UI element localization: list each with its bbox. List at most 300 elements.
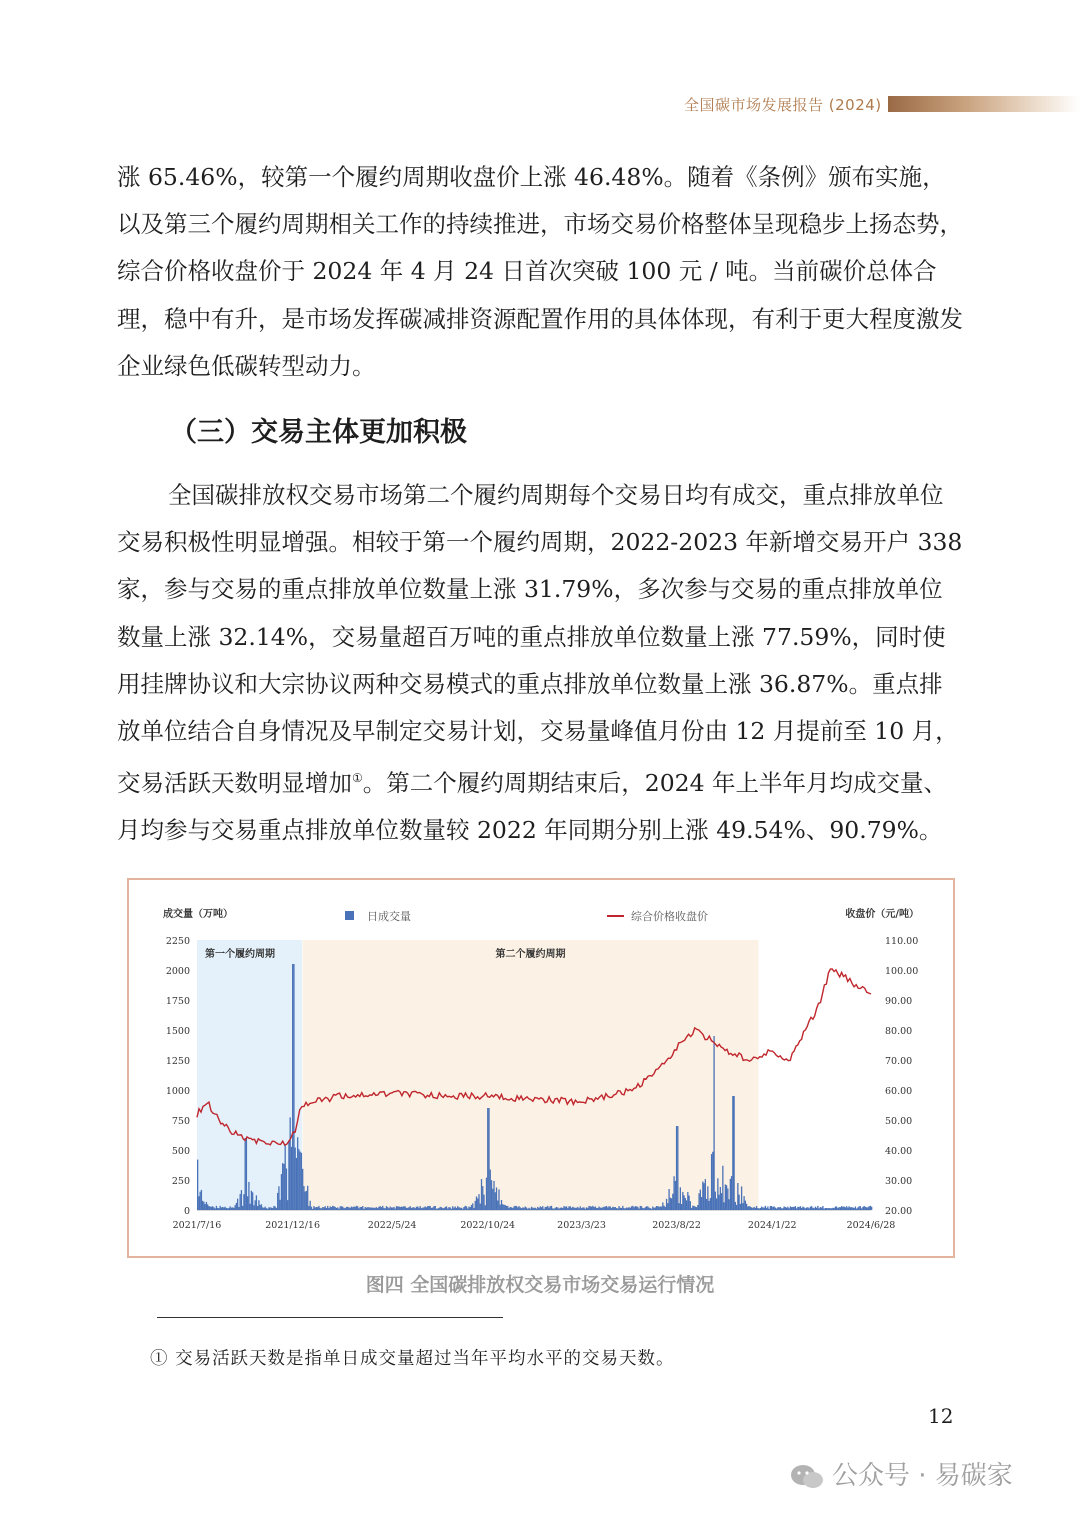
volume-bar <box>256 1195 257 1210</box>
volume-bar <box>461 1208 462 1210</box>
y-left-tick: 0 <box>183 1206 190 1217</box>
volume-bar <box>206 1202 207 1210</box>
volume-bar <box>761 1207 762 1210</box>
volume-bar <box>361 1207 362 1210</box>
volume-bar <box>403 1206 404 1210</box>
volume-bar <box>367 1207 368 1210</box>
volume-bar <box>802 1207 803 1210</box>
volume-bar <box>785 1207 786 1210</box>
volume-bar <box>290 1117 291 1210</box>
volume-bar <box>825 1208 826 1210</box>
volume-bar <box>745 1201 746 1210</box>
volume-bar <box>637 1207 638 1210</box>
volume-bar <box>750 1207 751 1210</box>
volume-bar <box>288 1140 289 1210</box>
chart-frame <box>127 878 955 1258</box>
period-band-2 <box>303 940 759 1210</box>
volume-bar <box>417 1206 418 1210</box>
volume-bar <box>793 1207 794 1210</box>
section-heading: （三）交易主体更加积极 <box>170 417 467 448</box>
volume-bar <box>236 1203 237 1210</box>
volume-bar <box>396 1206 397 1210</box>
volume-bar <box>557 1207 558 1210</box>
volume-bar <box>490 1170 491 1210</box>
volume-bar <box>505 1205 506 1210</box>
volume-bar <box>643 1208 644 1210</box>
y-left-tick: 2000 <box>165 966 190 977</box>
volume-bar <box>278 1186 279 1210</box>
volume-bar <box>612 1207 613 1210</box>
volume-bar <box>661 1206 662 1210</box>
volume-bar <box>547 1206 548 1210</box>
volume-bar <box>340 1206 341 1210</box>
volume-bar <box>273 1206 274 1210</box>
volume-bar <box>431 1208 432 1210</box>
volume-bar <box>685 1198 686 1210</box>
volume-bar <box>721 1193 722 1210</box>
y-left-tick: 1250 <box>165 1056 190 1067</box>
volume-bar <box>212 1206 213 1210</box>
volume-bar <box>696 1207 697 1210</box>
volume-bar <box>321 1208 322 1210</box>
volume-bar <box>542 1206 543 1210</box>
volume-bar <box>362 1206 363 1210</box>
y-right-tick: 100.00 <box>885 966 919 977</box>
volume-bar <box>421 1208 422 1210</box>
volume-bar <box>708 1201 709 1210</box>
volume-bar <box>615 1207 616 1210</box>
volume-bar <box>491 1180 492 1210</box>
y-left-tick: 2250 <box>165 936 190 947</box>
volume-bar <box>416 1207 417 1210</box>
volume-bar <box>517 1207 518 1210</box>
volume-bar <box>718 1195 719 1210</box>
volume-bar <box>677 1126 678 1210</box>
volume-bar <box>541 1207 542 1210</box>
volume-bar <box>410 1206 411 1210</box>
volume-bar <box>246 1138 247 1210</box>
volume-bar <box>388 1208 389 1210</box>
volume-bar <box>555 1208 556 1210</box>
volume-bar <box>348 1207 349 1210</box>
volume-bar <box>432 1208 433 1210</box>
volume-bar <box>257 1206 258 1210</box>
volume-bar <box>586 1207 587 1210</box>
volume-bar <box>592 1206 593 1210</box>
volume-bar <box>335 1207 336 1210</box>
volume-bar <box>303 1186 304 1210</box>
volume-bar <box>385 1208 386 1210</box>
volume-bar <box>248 1182 249 1210</box>
volume-bar <box>503 1205 504 1210</box>
volume-bar <box>300 1152 301 1210</box>
volume-bar <box>788 1208 789 1210</box>
volume-bar <box>270 1207 271 1210</box>
volume-bar <box>301 1153 302 1210</box>
volume-bar <box>380 1206 381 1210</box>
volume-bar <box>528 1208 529 1210</box>
volume-bar <box>580 1206 581 1210</box>
volume-bar <box>537 1207 538 1210</box>
volume-bar <box>210 1207 211 1210</box>
volume-bar <box>627 1208 628 1210</box>
volume-bar <box>740 1204 741 1210</box>
volume-bar <box>808 1208 809 1210</box>
volume-bar <box>223 1207 224 1210</box>
volume-bar <box>272 1208 273 1210</box>
volume-bar <box>855 1207 856 1210</box>
volume-bar <box>466 1206 467 1210</box>
volume-bar <box>690 1201 691 1210</box>
volume-bar <box>556 1207 557 1210</box>
volume-bar <box>478 1194 479 1210</box>
volume-bar <box>332 1206 333 1210</box>
volume-bar <box>602 1207 603 1210</box>
volume-bar <box>725 1184 726 1210</box>
volume-bar <box>628 1207 629 1210</box>
volume-bar <box>711 1154 712 1210</box>
volume-bar <box>488 1108 489 1210</box>
volume-bar <box>275 1207 276 1210</box>
y-right-label: 收盘价（元/吨） <box>845 909 919 920</box>
volume-bar <box>287 1200 288 1210</box>
volume-bar <box>238 1207 239 1210</box>
volume-bar <box>487 1108 488 1210</box>
volume-bar <box>476 1196 477 1210</box>
volume-bar <box>611 1208 612 1210</box>
volume-bar <box>458 1207 459 1210</box>
volume-bar <box>460 1208 461 1210</box>
y-left-tick: 1500 <box>165 1026 190 1037</box>
volume-bar <box>843 1206 844 1210</box>
volume-bar <box>858 1206 859 1210</box>
header-decor-bar <box>888 96 1080 112</box>
volume-bar <box>565 1207 566 1210</box>
volume-bar <box>438 1208 439 1210</box>
volume-bar <box>838 1207 839 1210</box>
volume-bar <box>506 1206 507 1210</box>
volume-bar <box>600 1208 601 1210</box>
volume-bar <box>717 1178 718 1210</box>
volume-bar <box>860 1206 861 1210</box>
volume-bar <box>320 1208 321 1210</box>
volume-bar <box>262 1207 263 1210</box>
volume-bar <box>572 1207 573 1210</box>
volume-bar <box>832 1208 833 1210</box>
volume-bar <box>650 1208 651 1210</box>
volume-bar <box>645 1207 646 1210</box>
volume-bar <box>755 1208 756 1210</box>
volume-bar <box>697 1205 698 1210</box>
volume-bar <box>201 1190 202 1210</box>
volume-bar <box>493 1181 494 1210</box>
volume-bar <box>775 1208 776 1210</box>
footnote: ① 交易活跃天数是指单日成交量超过当年平均水平的交易天数。 <box>150 1349 675 1369</box>
volume-bar <box>756 1206 757 1210</box>
volume-bar <box>427 1206 428 1210</box>
volume-bar <box>216 1206 217 1210</box>
volume-bar <box>833 1208 834 1210</box>
volume-bar <box>283 1164 284 1210</box>
volume-bar <box>671 1198 672 1210</box>
volume-bar <box>715 1192 716 1210</box>
volume-bar <box>483 1195 484 1210</box>
volume-bar <box>773 1206 774 1210</box>
volume-bar <box>266 1208 267 1210</box>
volume-bar <box>232 1207 233 1210</box>
volume-bar <box>511 1207 512 1210</box>
volume-bar <box>271 1208 272 1210</box>
volume-bar <box>497 1200 498 1210</box>
volume-bar <box>728 1199 729 1210</box>
y-right-tick: 40.00 <box>885 1146 913 1157</box>
volume-bar <box>306 1191 307 1210</box>
volume-bar <box>758 1208 759 1210</box>
paragraph-2 <box>117 472 963 854</box>
volume-bar <box>822 1206 823 1210</box>
volume-bar <box>630 1208 631 1210</box>
volume-bar <box>462 1209 463 1210</box>
volume-bar <box>811 1206 812 1210</box>
volume-bar <box>662 1202 663 1210</box>
volume-bar <box>372 1208 373 1210</box>
volume-bar <box>330 1206 331 1210</box>
x-tick: 2022/5/24 <box>367 1220 417 1231</box>
volume-bar <box>312 1209 313 1210</box>
volume-bar <box>653 1208 654 1210</box>
volume-bar <box>845 1207 846 1210</box>
volume-bar <box>317 1207 318 1210</box>
volume-bar <box>595 1206 596 1210</box>
volume-bar <box>373 1208 374 1210</box>
volume-bar <box>538 1208 539 1210</box>
volume-bar <box>656 1206 657 1210</box>
volume-bar <box>857 1207 858 1210</box>
volume-bar <box>258 1200 259 1210</box>
volume-bar <box>687 1192 688 1210</box>
volume-bar <box>867 1207 868 1210</box>
volume-bar <box>525 1206 526 1210</box>
volume-bar <box>598 1206 599 1210</box>
volume-bar <box>742 1203 743 1210</box>
volume-bar <box>826 1208 827 1210</box>
volume-bar <box>593 1207 594 1210</box>
volume-bar <box>350 1208 351 1210</box>
volume-bar <box>563 1206 564 1210</box>
volume-bar <box>731 1176 732 1210</box>
volume-bar <box>471 1205 472 1210</box>
volume-bar <box>663 1206 664 1210</box>
volume-bar <box>817 1206 818 1210</box>
volume-bar <box>676 1126 677 1210</box>
volume-bar <box>700 1190 701 1210</box>
volume-bar <box>841 1206 842 1210</box>
volume-bar <box>412 1207 413 1210</box>
volume-bar <box>792 1207 793 1210</box>
volume-bar <box>383 1208 384 1210</box>
volume-bar <box>570 1206 571 1210</box>
volume-bar <box>227 1208 228 1210</box>
volume-bar <box>406 1208 407 1210</box>
volume-bar <box>722 1166 723 1210</box>
volume-bar <box>387 1207 388 1210</box>
volume-bar <box>482 1186 483 1210</box>
volume-bar <box>861 1208 862 1210</box>
volume-bar <box>606 1206 607 1210</box>
volume-bar <box>378 1207 379 1210</box>
volume-bar <box>371 1208 372 1210</box>
volume-bar <box>456 1208 457 1210</box>
volume-bar <box>713 1036 714 1210</box>
y-left-tick: 1750 <box>165 996 190 1007</box>
volume-bar <box>703 1183 704 1210</box>
volume-bar <box>218 1208 219 1210</box>
volume-bar <box>353 1207 354 1210</box>
volume-bar <box>777 1207 778 1210</box>
volume-bar <box>418 1208 419 1210</box>
paragraph-2-part-a: 全国碳排放权交易市场第二个履约周期每个交易日均有成交，重点排放单位交易积极性明显增强。相较于第一个履约周期，2022-2023 年新增交易开户 338 家，参与交易的重点排放单位数量上涨 31.79%，多次参与交易的重点排放单位数量上涨 32.14%，交易量超百万吨的重点排放单位数量上涨 77.59%，同时使用挂牌协议和大宗协议两种交易模式的重点排放单位数量上涨 36.87%。重点排放单位结合自身情况及早制定交易计划，交易量峰值月份由 12 月提前至 10 月，交易活跃天数明显增加 <box>117 481 963 798</box>
volume-bar <box>355 1207 356 1210</box>
volume-bar <box>527 1209 528 1210</box>
volume-bar <box>577 1207 578 1210</box>
volume-bar <box>397 1206 398 1210</box>
volume-bar <box>327 1206 328 1210</box>
volume-bar <box>381 1207 382 1210</box>
volume-bar <box>540 1206 541 1210</box>
volume-bar <box>862 1207 863 1210</box>
volume-bar <box>587 1208 588 1210</box>
volume-bar <box>337 1207 338 1210</box>
volume-bar <box>863 1206 864 1210</box>
x-tick: 2023/3/23 <box>557 1220 606 1231</box>
volume-bar <box>573 1207 574 1210</box>
volume-bar <box>601 1208 602 1210</box>
volume-bar <box>695 1207 696 1210</box>
volume-bar <box>413 1207 414 1210</box>
volume-bar <box>315 1207 316 1210</box>
volume-bar <box>333 1206 334 1210</box>
volume-bar <box>202 1201 203 1210</box>
volume-bar <box>533 1208 534 1210</box>
volume-bar <box>672 1194 673 1210</box>
y-left-tick: 250 <box>171 1176 190 1187</box>
volume-bar <box>375 1208 376 1210</box>
volume-bar <box>830 1208 831 1210</box>
volume-bar <box>597 1208 598 1210</box>
volume-bar <box>635 1206 636 1210</box>
volume-bar <box>515 1206 516 1210</box>
volume-bar <box>523 1208 524 1210</box>
volume-bar <box>868 1206 869 1210</box>
volume-bar <box>626 1208 627 1210</box>
volume-bar <box>535 1208 536 1210</box>
volume-bar <box>801 1208 802 1210</box>
volume-bar <box>336 1208 337 1210</box>
volume-bar <box>507 1206 508 1210</box>
volume-bar <box>710 1198 711 1210</box>
volume-bar <box>848 1206 849 1210</box>
legend-volume-label: 日成交量 <box>367 910 411 923</box>
volume-bar <box>297 1137 298 1210</box>
volume-bar <box>217 1208 218 1210</box>
volume-bar <box>447 1208 448 1210</box>
volume-bar <box>420 1206 421 1210</box>
volume-bar <box>377 1208 378 1210</box>
volume-bar <box>445 1207 446 1210</box>
volume-bar <box>242 1206 243 1210</box>
volume-bar <box>368 1207 369 1210</box>
volume-bar <box>268 1207 269 1210</box>
volume-bar <box>363 1209 364 1210</box>
volume-bar <box>806 1208 807 1210</box>
volume-bar <box>757 1208 758 1210</box>
volume-bar <box>768 1209 769 1210</box>
volume-bar <box>326 1208 327 1210</box>
volume-bar <box>558 1208 559 1210</box>
volume-bar <box>277 1193 278 1210</box>
watermark <box>790 1455 1013 1492</box>
volume-bar <box>435 1206 436 1210</box>
x-tick: 2024/1/22 <box>747 1220 797 1231</box>
volume-bar <box>448 1207 449 1210</box>
volume-bar <box>567 1208 568 1210</box>
volume-bar <box>673 1176 674 1210</box>
volume-bar <box>291 1147 292 1210</box>
volume-bar <box>655 1207 656 1210</box>
volume-bar <box>436 1209 437 1210</box>
volume-bar <box>835 1207 836 1210</box>
volume-bar <box>386 1206 387 1210</box>
volume-bar <box>228 1208 229 1210</box>
period-label-2: 第二个履约周期 <box>495 949 566 960</box>
volume-bar <box>743 1196 744 1210</box>
volume-bar <box>411 1208 412 1210</box>
volume-bar <box>647 1206 648 1210</box>
legend-volume-swatch <box>345 911 354 920</box>
volume-bar <box>762 1207 763 1210</box>
volume-bar <box>465 1206 466 1210</box>
volume-bar <box>365 1207 366 1210</box>
volume-bar <box>215 1208 216 1210</box>
volume-bar <box>763 1207 764 1210</box>
volume-bar <box>518 1206 519 1210</box>
footnote-marker[interactable]: ① <box>352 771 363 786</box>
y-left-label: 成交量（万吨） <box>163 909 233 920</box>
volume-bar <box>451 1209 452 1210</box>
volume-bar <box>302 1169 303 1210</box>
volume-bar <box>765 1206 766 1210</box>
volume-bar <box>623 1208 624 1210</box>
volume-bar <box>853 1208 854 1210</box>
volume-bar <box>852 1207 853 1210</box>
volume-bar <box>426 1207 427 1210</box>
volume-bar <box>596 1208 597 1210</box>
volume-bar <box>345 1208 346 1210</box>
volume-bar <box>407 1208 408 1210</box>
volume-bar <box>357 1206 358 1210</box>
figure-caption: 图四 全国碳排放权交易市场交易运行情况 <box>365 1274 715 1296</box>
volume-bar <box>468 1207 469 1210</box>
volume-bar <box>415 1208 416 1210</box>
volume-bar <box>382 1206 383 1210</box>
volume-bar <box>767 1206 768 1210</box>
volume-bar <box>231 1208 232 1210</box>
volume-bar <box>705 1179 706 1210</box>
volume-bar <box>712 1152 713 1210</box>
page-number: 12 <box>928 1404 954 1428</box>
volume-bar <box>247 1196 248 1210</box>
volume-bar <box>613 1207 614 1210</box>
